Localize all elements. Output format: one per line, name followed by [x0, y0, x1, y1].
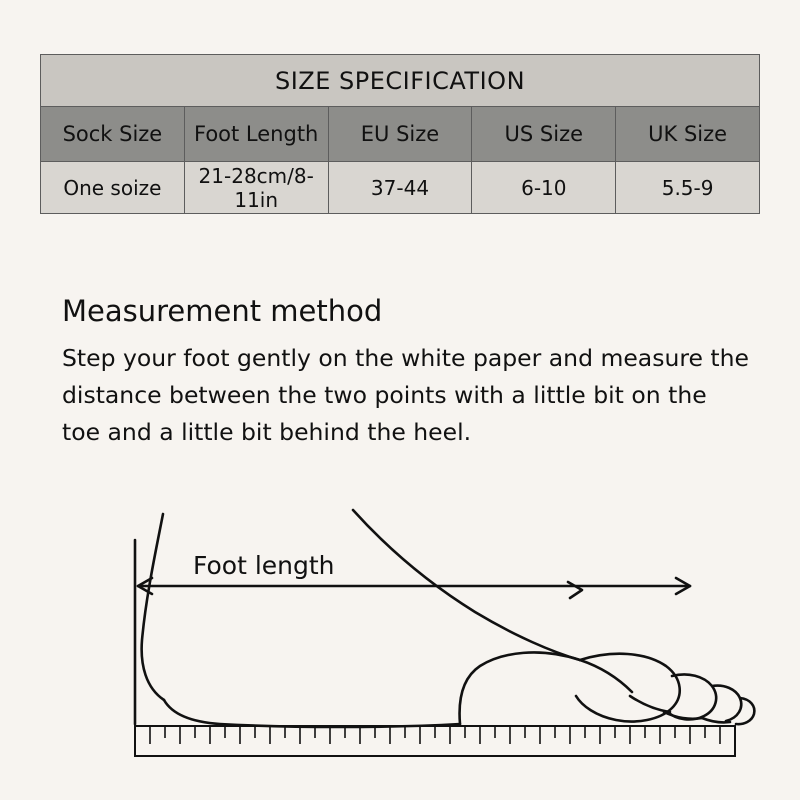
- size-specification-table: [40, 54, 760, 214]
- measurement-method-heading: Measurement method: [62, 294, 383, 328]
- column-header-foot-length: Foot Length: [184, 107, 328, 162]
- table-title: SIZE SPECIFICATION: [41, 55, 760, 107]
- cell-uk-size: 5.5-9: [616, 162, 760, 214]
- column-header-uk-size: UK Size: [616, 107, 760, 162]
- foot-measurement-illustration: [60, 500, 760, 770]
- cell-eu-size: 37-44: [328, 162, 472, 214]
- table-header-row: [41, 107, 760, 162]
- measurement-method-body: Step your foot gently on the white paper and measure the distance between the two points with a little bit on the toe and a little bit behind the heel.: [62, 344, 749, 447]
- table-title-row: [41, 55, 760, 107]
- cell-us-size: 6-10: [472, 162, 616, 214]
- foot-length-label: Foot length: [193, 551, 335, 580]
- cell-foot-length: 21-28cm/8-11in: [184, 162, 328, 214]
- column-header-sock-size: Sock Size: [41, 107, 185, 162]
- table-row: [41, 162, 760, 214]
- cell-sock-size: One soize: [41, 162, 185, 214]
- column-header-us-size: US Size: [472, 107, 616, 162]
- column-header-eu-size: EU Size: [328, 107, 472, 162]
- foot-outline-icon: [60, 500, 760, 770]
